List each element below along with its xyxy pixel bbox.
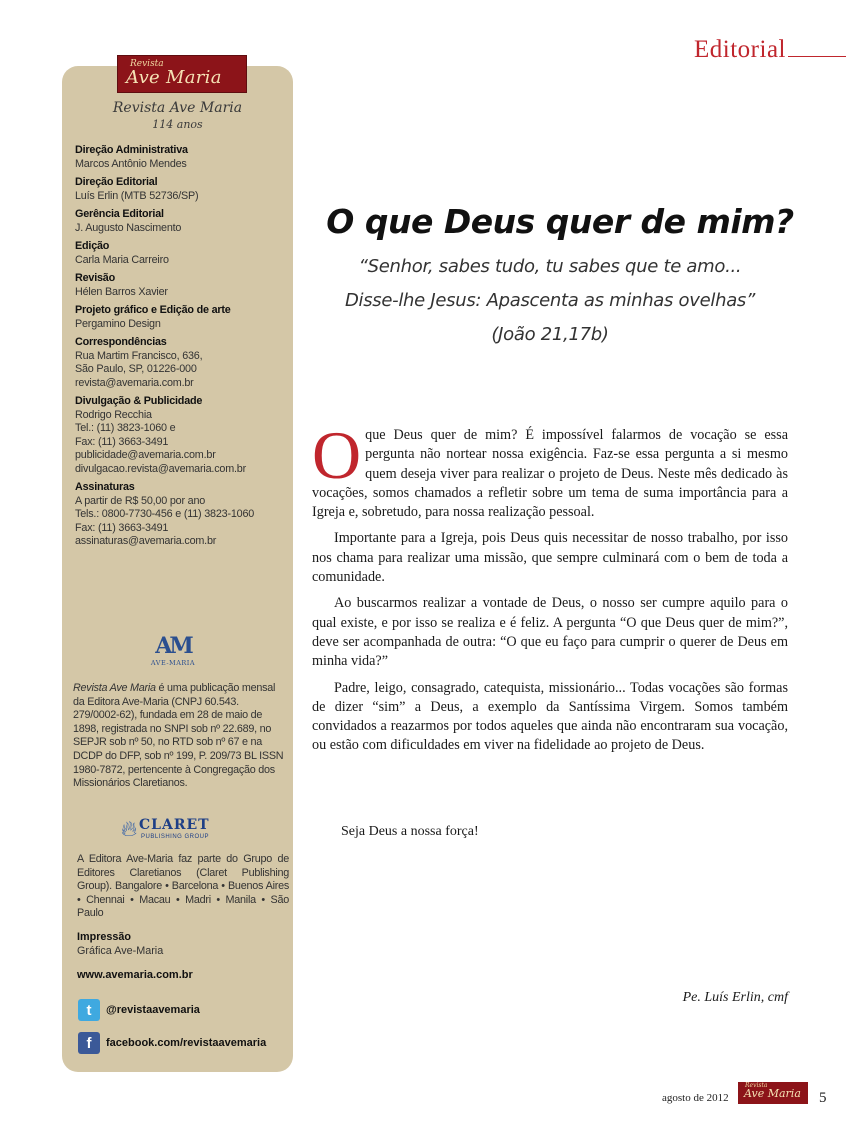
credit-heading: Gerência Editorial — [75, 208, 164, 220]
credit-line: Carla Maria Carreiro — [75, 253, 169, 266]
credit-block — [75, 176, 285, 203]
masthead-name: Revista Ave Maria — [112, 100, 243, 116]
credit-line: Marcos Antônio Mendes — [75, 157, 187, 170]
credit-line: Rodrigo Recchia — [75, 408, 152, 421]
closing-line: Seja Deus a nossa força! — [341, 824, 479, 839]
credits-list — [75, 144, 285, 554]
credit-line: Rua Martim Francisco, 636, — [75, 349, 203, 362]
credit-heading: Revisão — [75, 272, 116, 284]
credit-heading: Correspondências — [75, 336, 167, 348]
print-heading: Impressão — [77, 931, 132, 943]
claret-name: CLARET — [139, 817, 210, 833]
group-info: A Editora Ave-Maria faz parte do Grupo de Editores Claretianos (Claret Publishing Group). Bangalore • Barcelona • Buenos Aires • Chennai • Macau • Madri • Manila • São Paulo — [77, 853, 289, 920]
credit-block — [75, 481, 285, 549]
print-value: Gráfica Ave-Maria — [77, 945, 164, 957]
credit-heading: Edição — [75, 240, 110, 252]
footer-magazine-logo — [738, 1082, 808, 1104]
credit-line: Tel.: (11) 3823-1060 e — [75, 422, 176, 434]
credit-line: Luís Erlin (MTB 52736/SP) — [75, 189, 199, 202]
claret-sub: PUBLISHING GROUP — [141, 834, 210, 840]
credit-email[interactable]: revista@avemaria.com.br — [75, 376, 194, 389]
credit-heading: Assinaturas — [75, 481, 135, 493]
publication-lead: Revista Ave Maria — [73, 682, 156, 694]
claret-logo — [121, 816, 231, 846]
credit-block — [75, 336, 285, 390]
credit-email[interactable]: publicidade@avemaria.com.br — [75, 449, 216, 461]
magazine-logo — [117, 55, 247, 93]
credit-block — [75, 304, 285, 331]
scripture-quote-line-1: “Senhor, sabes tudo, tu sabes que te amo... — [358, 256, 742, 277]
section-rule — [788, 56, 846, 57]
credit-heading: Projeto gráfico e Edição de arte — [75, 304, 231, 316]
logo-big-text: Ave Maria — [126, 67, 222, 88]
scripture-reference: (João 21,17b) — [491, 324, 609, 345]
credit-block — [75, 144, 285, 171]
article-paragraph: Ao buscarmos realizar a vontade de Deus, o nosso ser cumpre aquilo para o qual existe, e por isso se realiza e é feliz. A pergunta “O que Deus quer de mim?”, deve ser acompanhada de outra: “O que eu faço para cumprir o querer de Deus em minha vida?” — [312, 595, 788, 670]
print-info — [77, 930, 287, 958]
avm-monogram-icon: AM — [155, 633, 191, 659]
section-label — [694, 36, 846, 64]
credit-line: Pergamino Design — [75, 317, 161, 330]
article-paragraph: Importante para a Igreja, pois Deus quis necessitar de nosso trabalho, por isso nos chama para realizar uma missão, que sempre culminará com o bem de toda a comunidade. — [312, 530, 788, 586]
credit-line: Fax: (11) 3663-3491 — [75, 435, 169, 448]
credit-line: J. Augusto Nascimento — [75, 221, 182, 234]
facebook-icon: f — [78, 1032, 100, 1054]
facebook-url: facebook.com/revistaavemaria — [106, 1037, 267, 1049]
credit-block — [75, 395, 285, 476]
author-signature: Pe. Luís Erlin, cmf — [682, 990, 788, 1005]
credit-email[interactable]: assinaturas@avemaria.com.br — [75, 535, 217, 547]
article-body — [312, 417, 788, 763]
article-title: O que Deus quer de mim? — [326, 202, 794, 241]
drop-cap: O — [312, 417, 362, 493]
logo-small-text: Revista — [130, 59, 164, 69]
twitter-handle: @revistaavemaria — [106, 1004, 200, 1016]
credit-line: Hélen Barros Xavier — [75, 285, 168, 298]
flame-icon: 🔥︎ — [121, 816, 138, 841]
publication-body: é uma publicação mensal da Editora Ave-Maria (CNPJ 60.543. 279/0002-62), fundada em 28 de maio de 1898, registrada no SNPI sob nº 22.689, no SEPJR sob nº 50, no RTD sob nº 67 e na DCDP do DFP, sob nº 199, P. 209/73 BL ISSN 1980-7872, pertencente à Congregação dos Missionários Claretianos. — [73, 682, 284, 790]
credit-line: Tels.: 0800-7730-456 e (11) 3823-1060 — [75, 508, 255, 520]
twitter-icon: t — [78, 999, 100, 1021]
credit-heading: Direção Editorial — [75, 176, 158, 188]
footer-logo-small: Revista — [745, 1082, 768, 1089]
publication-info — [73, 682, 288, 791]
article-paragraph: Padre, leigo, consagrado, catequista, missionário... Todas vocações são formas de dizer “sim” a Deus, a exemplo da Santíssima Virgem. Somos também convidados a reazarmos por todos aqueles que ainda não encontraram sua vocação, ou estão com dificuldades em viver na fidelidade ao projeto de Deus. — [312, 679, 788, 754]
credit-email[interactable]: divulgacao.revista@avemaria.com.br — [75, 462, 246, 475]
facebook-link[interactable] — [78, 1032, 266, 1054]
footer-logo-big: Ave Maria — [744, 1087, 801, 1100]
issue-date: agosto de 2012 — [662, 1092, 729, 1104]
credit-block — [75, 272, 285, 299]
avm-logo-text: AVE-MARIA — [150, 659, 196, 667]
paragraph-text: que Deus quer de mim? É impossível falarmos de vocação se essa pergunta não nortear nossa exigência. Faz-se essa pergunta a si mesmo quem deseja viver para realizar o projeto de Deus. Neste mês dedicado às vocações, somos chamados a refletir sobre um tema de suma importância para a Igreja e, sobretudo, para nossa realização pessoal. — [312, 427, 788, 521]
credit-block — [75, 240, 285, 267]
ave-maria-publisher-logo — [146, 633, 200, 673]
website-link[interactable]: www.avemaria.com.br — [77, 969, 193, 981]
scripture-quote-line-2: Disse-lhe Jesus: Apascenta as minhas ovelhas” — [344, 290, 756, 311]
credit-heading: Divulgação & Publicidade — [75, 395, 203, 407]
credit-line: São Paulo, SP, 01226-000 — [75, 363, 197, 375]
article-paragraph — [312, 417, 788, 522]
twitter-link[interactable] — [78, 999, 200, 1021]
section-title: Editorial — [694, 36, 786, 63]
masthead-years: 114 anos — [152, 118, 203, 131]
credit-heading: Direção Administrativa — [75, 144, 188, 156]
page-number: 5 — [819, 1090, 827, 1106]
credit-block — [75, 208, 285, 235]
credit-line: Fax: (11) 3663-3491 — [75, 521, 169, 534]
credit-line: A partir de R$ 50,00 por ano — [75, 494, 206, 507]
